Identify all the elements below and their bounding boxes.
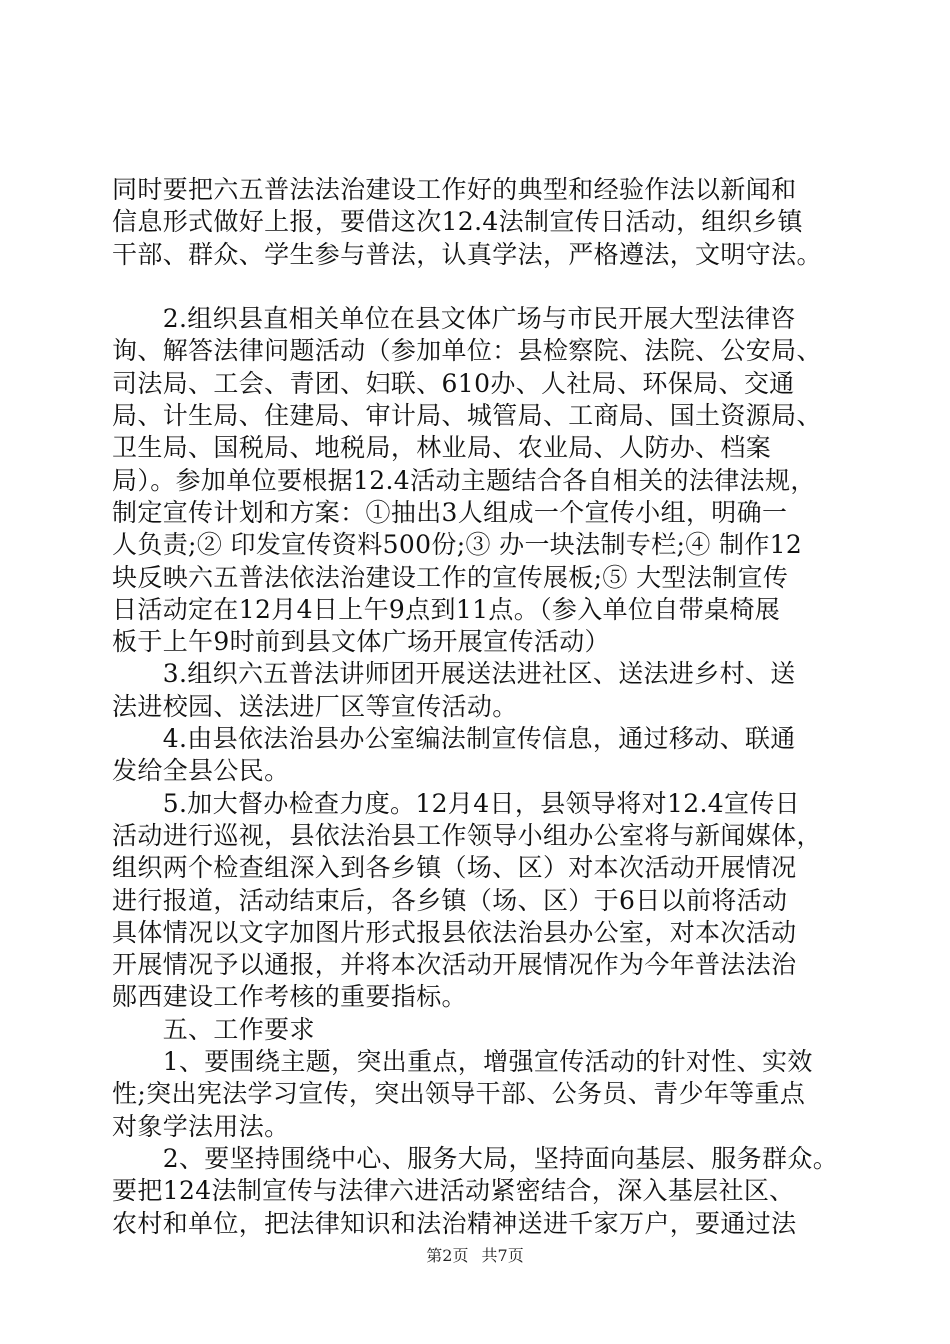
text-line: 5.加大督办检查力度。12月4日，县领导将对12.4宣传日 [112, 788, 801, 818]
document-body [112, 174, 852, 1240]
text-line: 信息形式做好上报，要借这次12.4法制宣传日活动，组织乡镇 [112, 207, 803, 237]
text-line: 制定宣传计划和方案：①抽出3人组成一个宣传小组，明确一 [112, 497, 788, 527]
text-line: 2、要坚持围绕中心、服务大局，坚持面向基层、服务群众。 [112, 1143, 839, 1173]
section-heading: 五、工作要求 [112, 1014, 315, 1044]
text-line: 活动进行巡视，县依法治县工作领导小组办公室将与新闻媒体， [112, 820, 822, 850]
text-line: 性;突出宪法学习宣传，突出领导干部、公务员、青少年等重点 [112, 1079, 806, 1109]
text-line: 农村和单位，把法律知识和法治精神送进千家万户，要通过法 [112, 1208, 797, 1238]
text-line: 组织两个检查组深入到各乡镇（场、区）对本次活动开展情况 [112, 853, 797, 883]
page-total: 共7页 [481, 1246, 524, 1265]
text-line: 要把124法制宣传与法律六进活动紧密结合，深入基层社区、 [112, 1176, 795, 1206]
paragraph-gap [112, 271, 852, 303]
text-line: 日活动定在12月4日上午9点到11点。（参入单位自带桌椅展 [112, 594, 781, 624]
text-line: 2.组织县直相关单位在县文体广场与市民开展大型法律咨 [112, 304, 796, 334]
text-line: 局）。参加单位要根据12.4活动主题结合各自相关的法律法规， [112, 465, 816, 495]
text-line: 开展情况予以通报，并将本次活动开展情况作为今年普法法治 [112, 950, 797, 980]
text-line: 1、要围绕主题，突出重点，增强宣传活动的针对性、实效 [112, 1047, 813, 1077]
text-line: 块反映六五普法依法治建设工作的宣传展板;⑤ 大型法制宣传 [112, 562, 789, 592]
text-line: 发给全县公民。 [112, 756, 290, 786]
page-footer [0, 1243, 950, 1266]
text-line: 干部、群众、学生参与普法，认真学法，严格遵法，文明守法。 [112, 239, 822, 269]
text-line: 板于上午9时前到县文体广场开展宣传活动） [112, 627, 610, 657]
text-line: 对象学法用法。 [112, 1111, 290, 1141]
text-line: 3.组织六五普法讲师团开展送法进社区、送法进乡村、送 [112, 659, 796, 689]
text-line: 人负责;② 印发宣传资料500份;③ 办一块法制专栏;④ 制作12 [112, 530, 803, 560]
text-line: 进行报道，活动结束后，各乡镇（场、区）于6日以前将活动 [112, 885, 788, 915]
text-line: 询、解答法律问题活动（参加单位：县检察院、法院、公安局、 [112, 336, 822, 366]
text-line: 郧西建设工作考核的重要指标。 [112, 982, 467, 1012]
text-line: 4.由县依法治县办公室编法制宣传信息，通过移动、联通 [112, 724, 796, 754]
page-number: 第2页 [426, 1246, 469, 1265]
text-line: 具体情况以文字加图片形式报县依法治县办公室，对本次活动 [112, 917, 797, 947]
text-line: 司法局、工会、青团、妇联、610办、人社局、环保局、交通 [112, 368, 795, 398]
text-line: 局、计生局、住建局、审计局、城管局、工商局、国土资源局、 [112, 401, 822, 431]
text-line: 法进校园、送法进厂区等宣传活动。 [112, 691, 518, 721]
text-line: 卫生局、国税局、地税局，林业局、农业局、人防办、档案 [112, 433, 772, 463]
text-line: 同时要把六五普法法治建设工作好的典型和经验作法以新闻和 [112, 175, 797, 204]
